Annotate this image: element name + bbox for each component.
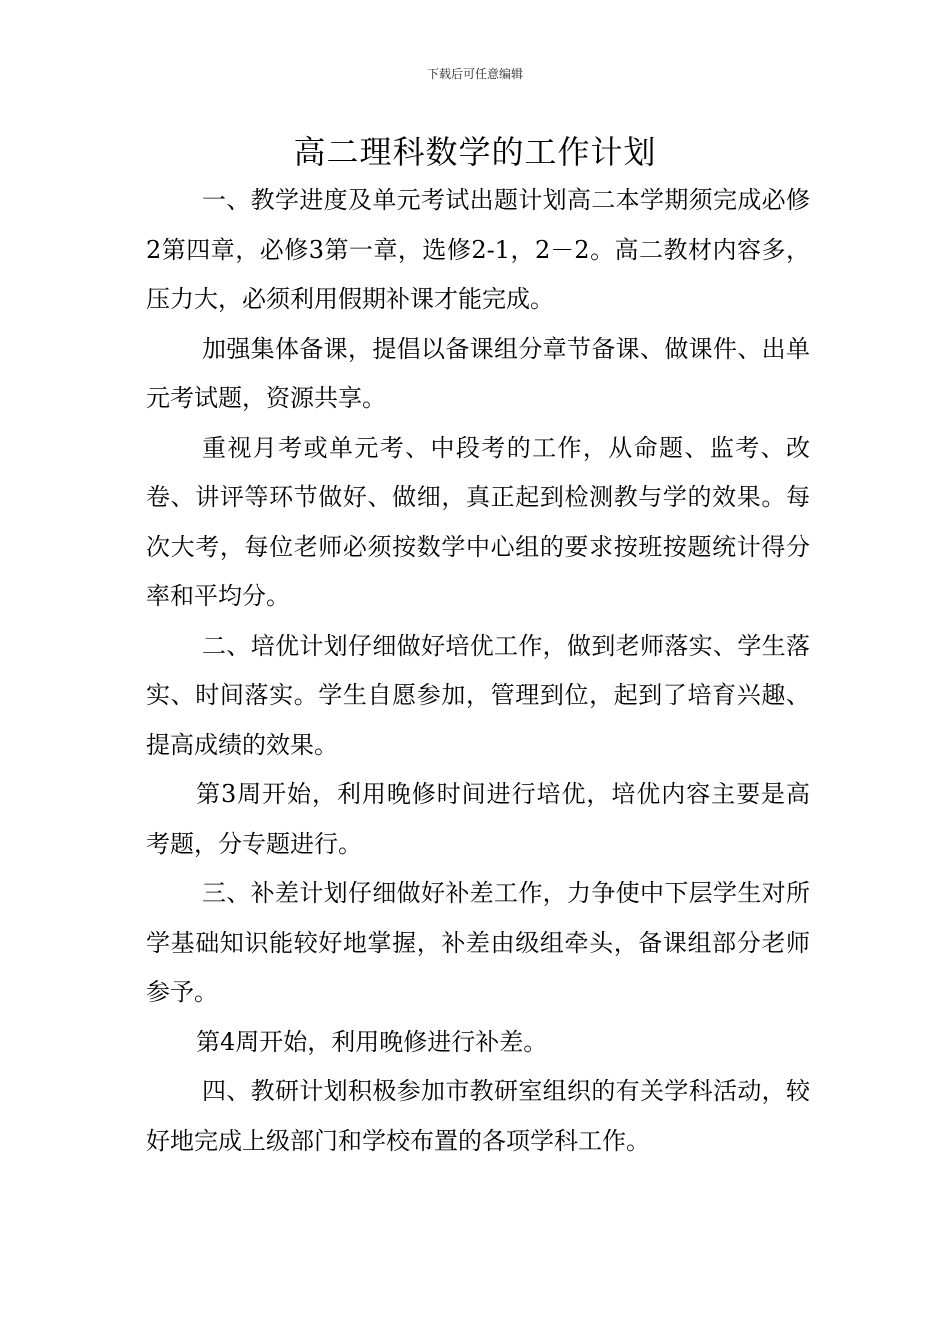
paragraph-teaching-schedule: 一、教学进度及单元考试出题计划高二本学期须完成必修2第四章，必修3第一章，选修2-1，2－2。高二教材内容多，压力大，必须利用假期补课才能完成。 (146, 186, 810, 313)
paragraph-exam-work: 重视月考或单元考、中段考的工作，从命题、监考、改卷、讲评等环节做好、做细，真正起到检测教与学的效果。每次大考，每位老师必须按数学中心组的要求按班按题统计得分率和平均分。 (146, 433, 810, 610)
paragraph-remedial-plan: 三、补差计划仔细做好补差工作，力争使中下层学生对所学基础知识能较好地掌握，补差由级组牵头，备课组部分老师参予。 (146, 879, 810, 1006)
document-body (146, 176, 810, 1166)
paragraph-remedial-week4: 第4周开始，利用晚修进行补差。 (196, 1027, 548, 1056)
header-note: 下载后可任意编辑 (426, 67, 523, 81)
paragraph-enrichment-week3: 第3周开始，利用晚修时间进行培优，培优内容主要是高考题，分专题进行。 (146, 780, 810, 858)
paragraph-research-plan: 四、教研计划积极参加市教研室组织的有关学科活动，较好地完成上级部门和学校布置的各项学科工作。 (146, 1077, 810, 1155)
document-title: 高二理科数学的工作计划 (293, 133, 657, 171)
paragraph-enrichment-plan: 二、培优计划仔细做好培优工作，做到老师落实、学生落实、时间落实。学生自愿参加，管理到位，起到了培育兴趣、提高成绩的效果。 (146, 631, 810, 759)
paragraph-collective-preparation: 加强集体备课，提倡以备课组分章节备课、做课件、出单元考试题，资源共享。 (146, 334, 810, 412)
